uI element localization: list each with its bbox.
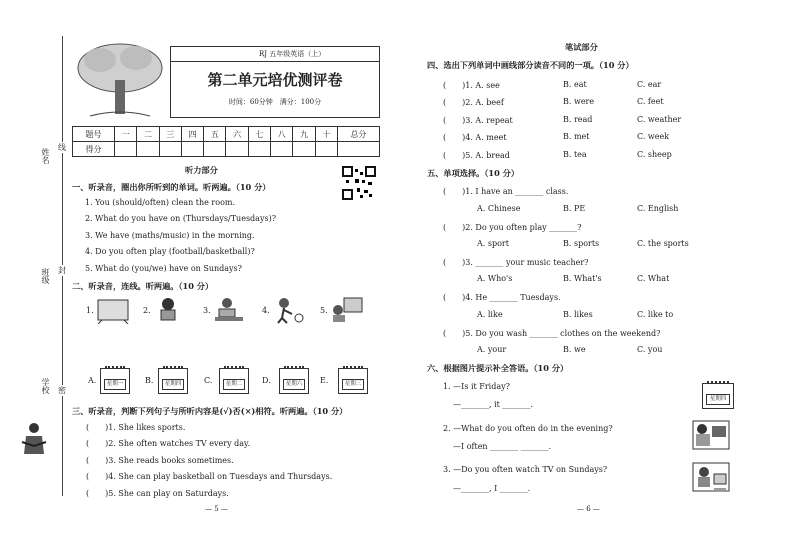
grade-tag: RJ 五年级英语（上） (259, 50, 326, 58)
score-label: 得分 (73, 142, 115, 157)
tree-icon (70, 40, 170, 120)
q6-answer[interactable]: —_______, it _______. (453, 400, 533, 409)
q5-question: ( )3. _______ your music teacher? (443, 258, 589, 267)
girl-reading-icon (153, 296, 183, 324)
boy-playing-ball-icon (272, 296, 306, 324)
class-label: 班级 (41, 268, 50, 284)
written-section-title: 笔试部分 (565, 42, 598, 52)
q2-num: 2. (143, 306, 151, 315)
score-cell: 九 (293, 127, 315, 142)
secret-label: 密 (58, 386, 66, 395)
reading-child-icon (20, 420, 50, 460)
score-cell: 十 (315, 127, 337, 142)
q3-item: ( )5. She can play on Saturdays. (86, 489, 229, 498)
q5-question: ( )2. Do you often play _______? (443, 223, 582, 232)
calendar-icon (702, 383, 734, 409)
q5-option: B. sports (563, 239, 600, 248)
q6-question: 3. —Do you often watch TV on Sundays? (443, 465, 608, 474)
q2-num: 4. (262, 306, 270, 315)
score-input-cell[interactable] (293, 142, 315, 157)
score-cell: 二 (137, 127, 159, 142)
q4-option-c: C. weather (637, 115, 682, 124)
watching-tv-scene-icon (692, 462, 730, 492)
score-header-row (73, 127, 380, 142)
q1-item: 1. You (should/often) clean the room. (85, 198, 236, 207)
header-box (170, 46, 380, 118)
score-input-cell[interactable] (204, 142, 226, 157)
q5-option: B. PE (563, 204, 586, 213)
seal-line-label: 线 (58, 143, 66, 152)
calendar-day: 星期四 (706, 394, 730, 405)
score-input-cell[interactable] (271, 142, 293, 157)
watching-tv-icon (330, 296, 364, 324)
q5-question: ( )4. He _______ Tuesdays. (443, 293, 561, 302)
q3-item: ( )3. She reads books sometimes. (86, 456, 234, 465)
q4-option-b: B. read (563, 115, 593, 124)
q1-item: 4. Do you often play (football/basketball)? (85, 247, 255, 256)
page-number: — 5 — (205, 505, 228, 513)
q4-option-b: B. were (563, 97, 595, 106)
q6-answer[interactable]: —I often _______ _______. (453, 442, 552, 451)
calendar-day: 星期六 (283, 379, 305, 390)
q1-item: 2. What do you have on (Thursdays/Tuesdays)? (85, 214, 276, 223)
boy-at-computer-icon (692, 420, 730, 450)
q5-option: A. Chinese (477, 204, 521, 213)
score-table (72, 126, 380, 157)
q5-question: ( )5. Do you wash _______ clothes on the weekend? (443, 329, 661, 338)
q2-letter: A. (88, 376, 97, 385)
score-input-cell[interactable] (181, 142, 203, 157)
exam-meta: 时间：60分钟 满分：100分 (228, 98, 322, 106)
calendar-icon (338, 368, 368, 394)
q3-title: 三、听录音，判断下列句子与所听内容是(√)否(×)相符。听两遍。（10 分） (72, 406, 348, 416)
score-input-cell[interactable] (115, 142, 137, 157)
q2-letter: D. (262, 376, 271, 385)
q2-num: 5. (320, 306, 328, 315)
calendar-day: 星期三 (342, 379, 364, 390)
calendar-icon (219, 368, 249, 394)
q5-option: A. Who's (477, 274, 513, 283)
name-label: 姓名 (41, 148, 50, 164)
q1-title: 一、听录音，圈出你所听到的单词。听两遍。（10 分） (72, 182, 271, 192)
q5-option: C. the sports (637, 239, 689, 248)
score-cell: 五 (204, 127, 226, 142)
q5-option: A. sport (477, 239, 509, 248)
page-number: — 6 — (577, 505, 600, 513)
q4-option-c: C. sheep (637, 150, 672, 159)
listening-section-title: 听力部分 (185, 165, 218, 175)
q6-title: 六、根据图片提示补全答语。（10 分） (427, 363, 569, 373)
score-input-cell[interactable] (337, 142, 379, 157)
q6-question: 1. —Is it Friday? (443, 382, 510, 391)
q4-option-c: C. week (637, 132, 670, 141)
boy-writing-icon (213, 296, 245, 324)
score-cell: 三 (159, 127, 181, 142)
q4-item: ( )2. A. beef (443, 98, 504, 107)
q5-question: ( )1. I have an _______ class. (443, 187, 569, 196)
q4-option-c: C. feet (637, 97, 664, 106)
q2-num: 3. (203, 306, 211, 315)
seal-label: 封 (58, 266, 66, 275)
score-input-cell[interactable] (226, 142, 248, 157)
q3-item: ( )4. She can play basketball on Tuesdays and Thursdays. (86, 472, 333, 481)
q4-item: ( )1. A. see (443, 81, 500, 90)
calendar-day: 星期四 (162, 379, 184, 390)
q6-answer[interactable]: —_______, I _______. (453, 484, 531, 493)
q5-option: C. like to (637, 310, 674, 319)
q5-option: B. we (563, 345, 586, 354)
q5-option: C. What (637, 274, 670, 283)
score-input-cell[interactable] (248, 142, 270, 157)
score-input-cell[interactable] (159, 142, 181, 157)
score-value-row (73, 142, 380, 157)
q5-option: C. you (637, 345, 663, 354)
score-cell: 一 (115, 127, 137, 142)
q4-option-b: B. eat (563, 80, 587, 89)
q5-title: 五、单项选择。（10 分） (427, 168, 520, 178)
calendar-icon (100, 368, 130, 394)
q2-num: 1. (86, 306, 94, 315)
q2-letter: B. (145, 376, 154, 385)
calendar-day: 星期一 (104, 379, 126, 390)
q6-question: 2. —What do you often do in the evening? (443, 424, 613, 433)
q4-option-b: B. met (563, 132, 590, 141)
q3-item: ( )1. She likes sports. (86, 423, 186, 432)
q5-option: A. like (477, 310, 503, 319)
q2-letter: E. (320, 376, 329, 385)
q5-option: B. What's (563, 274, 602, 283)
school-label: 学校 (41, 378, 50, 394)
q4-item: ( )3. A. repeat (443, 116, 513, 125)
score-cell: 总分 (337, 127, 379, 142)
q3-item: ( )2. She often watches TV every day. (86, 439, 251, 448)
drawing-board-icon (96, 298, 132, 324)
right-page (397, 0, 794, 541)
q5-option: A. your (477, 345, 507, 354)
score-cell: 七 (248, 127, 270, 142)
score-cell: 六 (226, 127, 248, 142)
score-input-cell[interactable] (137, 142, 159, 157)
score-cell: 四 (181, 127, 203, 142)
calendar-icon (279, 368, 309, 394)
q2-letter: C. (204, 376, 213, 385)
q5-option: B. likes (563, 310, 593, 319)
exam-title: 第二单元培优测评卷 (207, 71, 343, 89)
calendar-icon (158, 368, 188, 394)
q1-item: 3. We have (maths/music) in the morning. (85, 231, 255, 240)
q4-item: ( )4. A. meet (443, 133, 507, 142)
qr-code-icon (342, 166, 376, 200)
q4-item: ( )5. A. bread (443, 151, 510, 160)
q4-option-b: B. tea (563, 150, 587, 159)
q1-item: 5. What do (you/we) have on Sundays? (85, 264, 242, 273)
q2-title: 二、听录音，连线。听两遍。（10 分） (72, 281, 214, 291)
q5-option: C. English (637, 204, 679, 213)
score-cell: 题号 (73, 127, 115, 142)
score-input-cell[interactable] (315, 142, 337, 157)
score-cell: 八 (271, 127, 293, 142)
calendar-day: 星期二 (223, 379, 245, 390)
q4-title: 四、选出下列单词中画线部分读音不同的一项。（10 分） (427, 60, 634, 70)
q4-option-c: C. ear (637, 80, 662, 89)
